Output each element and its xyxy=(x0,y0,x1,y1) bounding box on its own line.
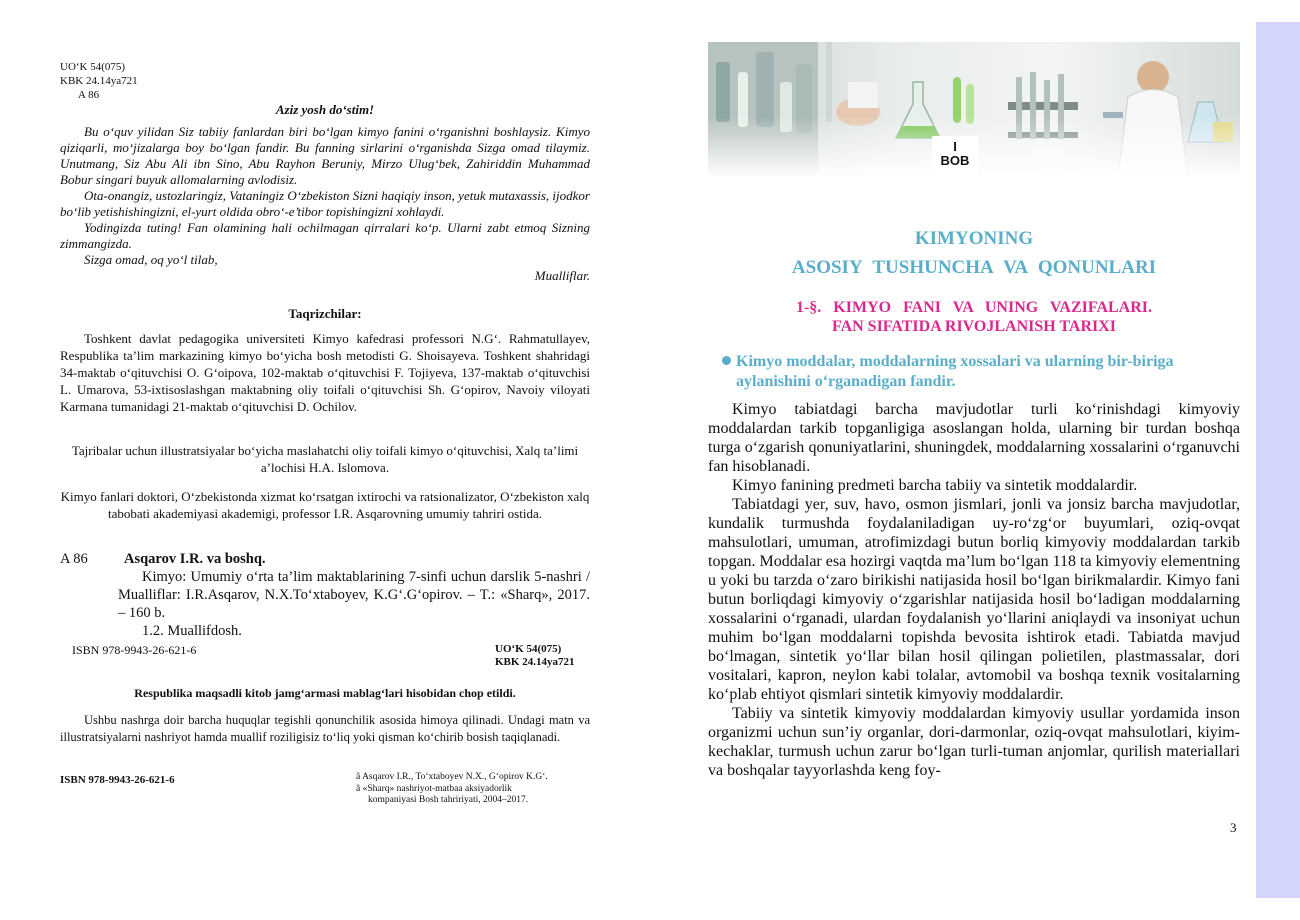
greeting-text xyxy=(60,124,590,284)
chapter-title xyxy=(708,224,1240,282)
body-paragraph: Tabiiy va sintetik kimyoviy moddalardan kimyoviy usullar yordamida inson organizmi uchun sun’iy organlar, dori-darmonlar, oziq-ovqat mahsulotlari, kiyim-kechaklar, turmush uchun zarur bo‘lgan turli-tuman anjomlar, qurilish materiallari va boshqalar tayyorlashda keng foy- xyxy=(708,705,1240,779)
section-title xyxy=(708,298,1240,336)
copyright-line: ã «Sharq» nashriyot-matbaa aksiyadorlik xyxy=(356,783,512,794)
biblio-author: Asqarov I.R. va boshq. xyxy=(124,551,266,567)
side-tab-strip xyxy=(1256,22,1300,898)
page-number: 3 xyxy=(1230,820,1237,835)
body-paragraph: Tabiatdagi yer, suv, havo, osmon jismlari, jonli va jonsiz barcha mavjudotlar, kundalik turmushda foydalaniladigan uy-ro‘zg‘or buyumlari, oziq-ovqat mahsulotlari, umuman, atrofimizdagi butun borliq kimyoviy moddalardan tarkib topgan. Moddalar esa hozirgi vaqtda ma’lum bo‘lgan 118 ta kimyoviy elementning u yoki bu tarzda o‘zaro birikishi natijasida hosil bo‘lgan birikmalardir. Kimyo fani butun borliqdagi kimyoviy o‘zgarishlar natijasida hosil bo‘ladigan moddalarning xossalarini o‘rganadi, ulardan foydalanish yo‘llarini aniqlaydi va insoniyat uchun muhim bo‘lgan moddalarni topishda bevosita ishtirok etadi. Tabiatda mavjud bo‘lmagan, sintetik yo‘llar bilan hosil qilingan polietilen, plastmassalar, dori vositalari, kapron, neylon kabi tolalar, avtomobil va boshqa texnik vositalarning ko‘plab ehtiyot qismlari sintetik kimyoviy moddalardir. xyxy=(708,496,1240,703)
reviewers-text: Toshkent davlat pedagogika universiteti Kimyo kafedrasi professori N.G‘. Rahmatullayev, Respublika ta’lim markazining kimyo bo‘yicha bosh metodisti G. Shoisayeva. Toshkent shahridagi 34-maktab o‘qituvchisi O. G‘oipova, 102-maktab o‘qituvchisi F. Tojiyeva, 137-maktab o‘qituvchisi L. Umarova, 53-ixtisoslashgan maktabning oliy toifali o‘qituvchisi Sh. G‘opirov, Navoiy viloyati Karmana tumanidagi 21-maktab o‘qituvchisi D. Ochilov. xyxy=(60,331,590,414)
biblio-class: 1.2. Muallifdosh. xyxy=(142,623,242,639)
copyright-block xyxy=(356,772,548,807)
illustrations-credit: Tajribalar uchun illustratsiyalar bo‘yicha maslahatchi oliy toifali kimyo o‘qituvchisi, Xalq ta’limi a’lochisi H.A. Islomova. xyxy=(71,443,579,475)
signature: Mualliflar. xyxy=(534,268,590,283)
udk-line: UO‘K 54(075) xyxy=(60,61,126,73)
section-title-line: 1-§. KIMYO FANI VA UNING VAZIFALARI. xyxy=(795,299,1153,316)
greeting-paragraph: Sizga omad, oq yo‘l tilab, xyxy=(84,252,218,267)
greeting-paragraph: Yodingizda tuting! Fan olamining hali ochilmagan qirralari ko‘p. Ularni zabt etmoq Sizning zimmangizda. xyxy=(60,220,590,251)
udk-right-line: UO‘K 54(075) xyxy=(495,643,562,655)
definition-callout xyxy=(736,352,1240,392)
isbn-line: ISBN 978-9943-26-621-6 xyxy=(72,643,197,657)
bullet-dot-icon xyxy=(722,356,731,365)
right-page xyxy=(650,0,1300,920)
kbk-line: KBK 24.14ya721 xyxy=(60,75,138,87)
body-paragraph: Kimyo tabiatdagi barcha mavjudotlar turli ko‘rinishdagi kimyoviy moddalardan tarkib topganligiga asoslangan holda, ularning bir turdan boshqa turga o‘zgarish qonuniyatlarini, shuningdek, moddalarning xossalarini o‘rganuvchi fan hisoblanadi. xyxy=(708,401,1240,475)
chapter-title-line: KIMYONING xyxy=(914,228,1034,249)
greeting-title: Aziz yosh do‘stim! xyxy=(275,102,375,117)
kbk-right-line: KBK 24.14ya721 xyxy=(495,656,575,668)
body-text xyxy=(708,400,1240,780)
greeting-paragraph: Ota-onangiz, ustozlaringiz, Vataningiz O‘zbekiston Sizni haqiqiy inson, yetuk mutaxassis, ijodkor bo‘lib yetishishingizni, el-yurt oldida obro‘-e’tibor topishingizni xohlaydi. xyxy=(60,188,590,219)
rights-notice: Ushbu nashrga doir barcha huquqlar tegishli qonunchilik asosida himoya qilinadi. Undagi matn va illustratsiyalarni nashriyot hamda muallif roziligisiz to‘liq yoki qisman ko‘chirib bosish taqiqlanadi. xyxy=(60,713,590,744)
author-mark: A 86 xyxy=(78,89,100,101)
body-paragraph: Kimyo fanining predmeti barcha tabiiy va sintetik moddalardir. xyxy=(732,477,1138,494)
greeting-paragraph: Bu o‘quv yilidan Siz tabiiy fanlardan biri bo‘lgan kimyo fanini o‘rganishni boshlaysiz. Kimyo qiziqarli, mo‘jizalarga boy bo‘lgan fandir. Bu fanning sirlarini o‘rganishda Sizga omad tilaymiz. Unutmang, Siz Abu Ali ibn Sino, Abu Rayhon Beruniy, Mirzo Ulug‘bek, Zahiriddin Muhammad Bobur singari buyuk allomalarning avlodisiz. xyxy=(60,124,590,187)
biblio-code: A 86 xyxy=(60,551,88,567)
chapter-number: I xyxy=(953,139,957,154)
reviewers-title: Taqrizchilar: xyxy=(288,306,362,321)
section-title-line: FAN SIFATIDA RIVOJLANISH TARIXI xyxy=(831,318,1117,335)
chapter-word: BOB xyxy=(940,153,970,168)
udk-block xyxy=(60,60,138,102)
biblio-description xyxy=(118,568,590,640)
editor-credit: Kimyo fanlari doktori, O‘zbekistonda xizmat ko‘rsatgan ixtirochi va ratsionalizator, O‘zbekiston xalq tabobati akademiyasi akademigi, professor I.R. Asqarovning umumiy tahriri ostida. xyxy=(60,489,590,521)
copyright-line: kompaniyasi Bosh tahririyati, 2004–2017. xyxy=(368,795,529,805)
biblio-description-text: Kimyo: Umumiy o‘rta ta’lim maktablarining 7-sinfi uchun darslik 5-nashri / Mualliflar: I.R.Asqarov, N.X.To‘xtaboyev, K.G‘.G‘opirov. – T.: «Sharq», 2017. – 160 b. xyxy=(118,569,590,621)
copyright-line: ã Asqarov I.R., To‘xtaboyev N.X., G‘opirov K.G‘. xyxy=(356,772,548,782)
definition-text: Kimyo moddalar, moddalarning xossalari va ularning bir-biriga aylanishini o‘rganadigan fandir. xyxy=(736,353,1174,390)
chapter-badge xyxy=(932,136,978,178)
udk-right-block xyxy=(495,643,574,669)
isbn-bold: ISBN 978-9943-26-621-6 xyxy=(60,774,175,786)
chapter-title-line: ASOSIY TUSHUNCHA VA QONUNLARI xyxy=(791,257,1157,278)
funding-note: Respublika maqsadli kitob jamg‘armasi mablag‘lari hisobidan chop etildi. xyxy=(134,686,516,700)
